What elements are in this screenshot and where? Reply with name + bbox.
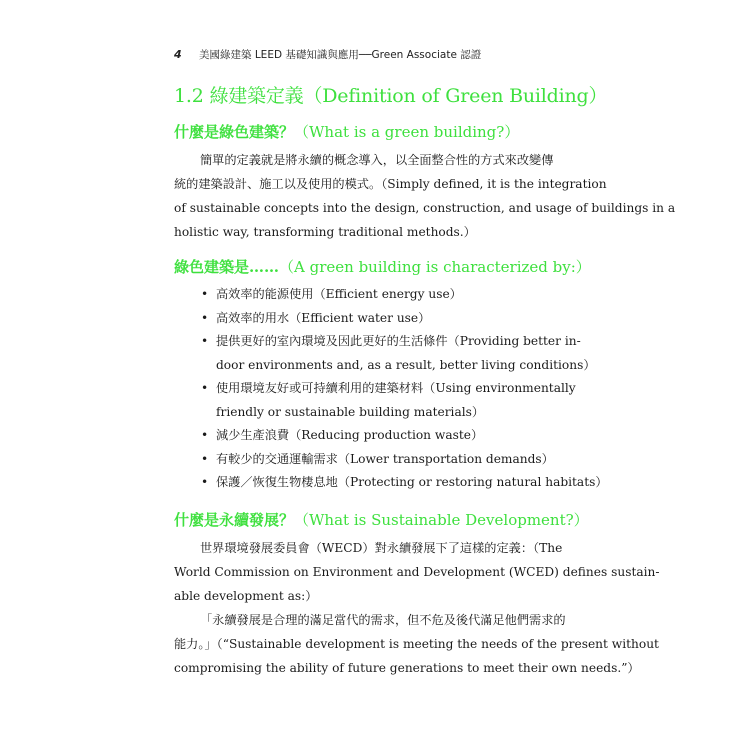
page-number: 4 — [174, 48, 182, 61]
heading-what-is-green-building — [174, 121, 519, 142]
list-item: • 提供更好的室內環境及因此更好的生活條件（Providing better in- door environments and, as a result, better living conditions） — [198, 330, 576, 377]
quote-line: compromising the ability of future generations to meet their own needs.”） — [174, 661, 640, 675]
bullet-dot: • — [201, 475, 209, 489]
running-title: 美國綠建築 LEED 基礎知識與應用──Green Associate 認證 — [199, 49, 482, 61]
paragraph-line: 簡單的定義就是將永續的概念導入，以全面整合性的方式來改變傳 — [200, 153, 554, 167]
list-item: • 高效率的用水（Efficient water use） — [198, 307, 576, 331]
heading-zh: 什麼是永續發展？ — [174, 511, 295, 529]
list-item: • 高效率的能源使用（Efficient energy use） — [198, 283, 576, 307]
bullet-dot: • — [201, 428, 209, 442]
quote-line: 能力。」（“Sustainable development is meeting the needs of the present without — [174, 637, 659, 651]
heading-green-building-characteristics — [174, 256, 591, 277]
quote-line: 「永續發展是合理的滿足當代的需求，但不危及後代滿足他們需求的 — [200, 613, 566, 627]
paragraph-line: 世界環境發展委員會（WECD）對永續發展下了這樣的定義：（The — [200, 541, 563, 555]
heading-zh: 什麼是綠色建築？ — [174, 123, 295, 141]
list-item: • 有較少的交通運輸需求（Lower transportation demands） — [198, 448, 576, 472]
list-item: • 減少生產浪費（Reducing production waste） — [198, 424, 576, 448]
heading-en: （What is a green building?） — [294, 123, 520, 141]
paragraph-line: able development as:） — [174, 589, 318, 603]
bullet-dot: • — [201, 287, 209, 301]
paragraph-line: World Commission on Environment and Development (WCED) defines sustain- — [174, 565, 660, 579]
bullet-dot: • — [201, 381, 209, 395]
heading-en: （What is Sustainable Development?） — [294, 511, 589, 529]
section-title: 1.2 綠建築定義（Definition of Green Building） — [174, 85, 608, 107]
wced-paragraph — [174, 536, 660, 680]
paragraph-line: holistic way, transforming traditional methods.） — [174, 225, 476, 239]
running-header — [174, 47, 481, 62]
characteristics-list — [198, 283, 608, 495]
list-item: • 保護／恢復生物棲息地（Protecting or restoring natural habitats） — [198, 471, 576, 495]
bullet-dot: • — [201, 310, 209, 325]
heading-what-is-sustainable-development — [174, 509, 589, 530]
paragraph-line: of sustainable concepts into the design, construction, and usage of buildings in a — [174, 201, 676, 215]
definition-paragraph — [174, 148, 676, 244]
bullet-dot: • — [201, 451, 209, 466]
bullet-dot: • — [201, 334, 209, 348]
paragraph-line: 統的建築設計、施工以及使用的模式。（Simply defined, it is the integration — [174, 177, 607, 191]
heading-zh: 綠色建築是…… — [174, 258, 280, 276]
list-item: • 使用環境友好或可持續利用的建築材料（Using environmentally friendly or sustainable building materials） — [198, 377, 576, 424]
heading-en: （A green building is characterized by:） — [279, 258, 591, 276]
